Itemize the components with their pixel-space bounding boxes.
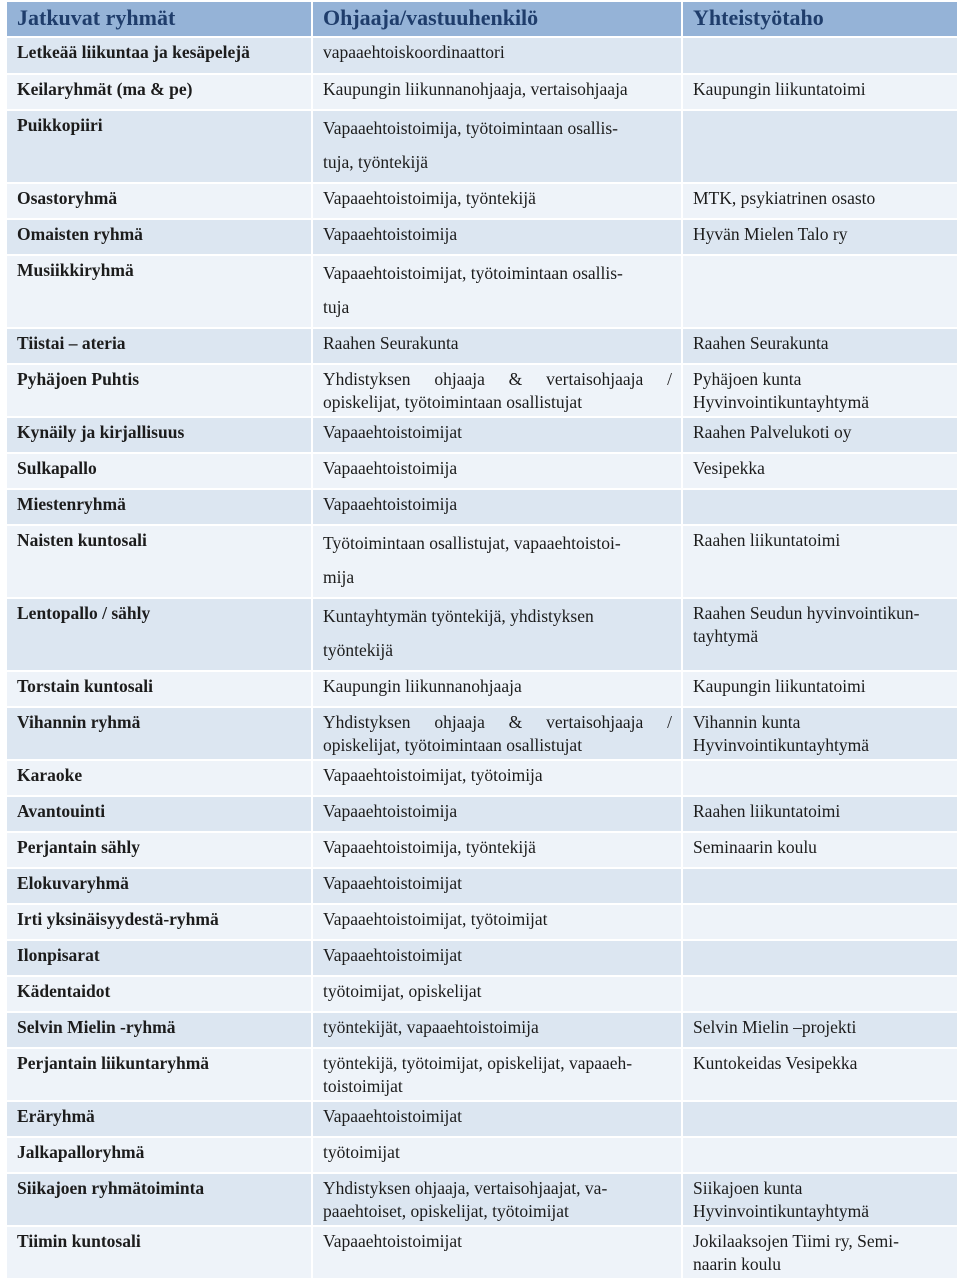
groups-table-page: [5, 0, 957, 1280]
leader-cell: Kaupungin liikunnanohjaaja, vertaisohjaaja: [312, 74, 682, 110]
table-body: [6, 37, 958, 1279]
leader-cell: Vapaaehtoistoimijat: [312, 940, 682, 976]
table-row: [6, 255, 958, 328]
partner-cell: Raahen Seudun hyvinvointikun- tayhtymä: [682, 598, 958, 671]
group-name-cell: Vihannin ryhmä: [6, 707, 312, 760]
leader-cell: Yhdistyksen ohjaaja, vertaisohjaajat, va- paaehtoiset, opiskelijat, työtoimijat: [312, 1173, 682, 1226]
group-name-cell: Tiistai – ateria: [6, 328, 312, 364]
table-row: [6, 328, 958, 364]
table-row: [6, 453, 958, 489]
group-name-cell: Irti yksinäisyydestä-ryhmä: [6, 904, 312, 940]
table-row: [6, 1101, 958, 1137]
table-row: [6, 904, 958, 940]
table-row: [6, 1226, 958, 1279]
partner-cell: [682, 110, 958, 183]
group-name-cell: Jalkapalloryhmä: [6, 1137, 312, 1173]
partner-cell: Vihannin kunta Hyvinvointikuntayhtymä: [682, 707, 958, 760]
leader-cell: työntekijät, vapaaehtoistoimija: [312, 1012, 682, 1048]
group-name-cell: Elokuvaryhmä: [6, 868, 312, 904]
leader-cell: Vapaaehtoistoimija, työntekijä: [312, 832, 682, 868]
partner-cell: Raahen liikuntatoimi: [682, 796, 958, 832]
partner-cell: [682, 1101, 958, 1137]
table-row: [6, 364, 958, 417]
leader-cell: Vapaaehtoistoimijat: [312, 1101, 682, 1137]
partner-cell: MTK, psykiatrinen osasto: [682, 183, 958, 219]
leader-cell: Yhdistyksen ohjaaja & vertaisohjaaja / opiskelijat, työtoimintaan osallistujat: [312, 707, 682, 760]
table-row: [6, 760, 958, 796]
table-header-row: [6, 1, 958, 37]
group-name-cell: Siikajoen ryhmätoiminta: [6, 1173, 312, 1226]
group-name-cell: Perjantain liikuntaryhmä: [6, 1048, 312, 1101]
table-row: [6, 832, 958, 868]
leader-cell: Työtoimintaan osallistujat, vapaaehtoistoi- mija: [312, 525, 682, 598]
leader-cell: Kuntayhtymän työntekijä, yhdistyksen työntekijä: [312, 598, 682, 671]
partner-cell: [682, 760, 958, 796]
group-name-cell: Eräryhmä: [6, 1101, 312, 1137]
table-row: [6, 796, 958, 832]
leader-cell: Kaupungin liikunnanohjaaja: [312, 671, 682, 707]
table-row: [6, 707, 958, 760]
leader-cell: työtoimijat: [312, 1137, 682, 1173]
group-name-cell: Avantouinti: [6, 796, 312, 832]
partner-cell: [682, 940, 958, 976]
leader-cell: vapaaehtoiskoordinaattori: [312, 37, 682, 74]
group-name-cell: Kynäily ja kirjallisuus: [6, 417, 312, 453]
group-name-cell: Perjantain sähly: [6, 832, 312, 868]
partner-cell: Siikajoen kunta Hyvinvointikuntayhtymä: [682, 1173, 958, 1226]
group-name-cell: Selvin Mielin -ryhmä: [6, 1012, 312, 1048]
group-name-cell: Kädentaidot: [6, 976, 312, 1012]
leader-cell: Vapaaehtoistoimijat, työtoimijat: [312, 904, 682, 940]
table-row: [6, 110, 958, 183]
table-row: [6, 671, 958, 707]
partner-cell: Seminaarin koulu: [682, 832, 958, 868]
partner-cell: Raahen Palvelukoti oy: [682, 417, 958, 453]
partner-cell: Kaupungin liikuntatoimi: [682, 671, 958, 707]
leader-cell: Vapaaehtoistoimija: [312, 219, 682, 255]
partner-cell: Vesipekka: [682, 453, 958, 489]
group-name-cell: Ilonpisarat: [6, 940, 312, 976]
group-name-cell: Sulkapallo: [6, 453, 312, 489]
leader-cell: Vapaaehtoistoimija, työtoimintaan osallis- tuja, työntekijä: [312, 110, 682, 183]
table-row: [6, 868, 958, 904]
table-row: [6, 1048, 958, 1101]
table-row: [6, 417, 958, 453]
partner-cell: [682, 868, 958, 904]
partner-cell: [682, 904, 958, 940]
leader-cell: työntekijä, työtoimijat, opiskelijat, vapaaeh- toistoimijat: [312, 1048, 682, 1101]
partner-cell: [682, 37, 958, 74]
column-header-partner: Yhteistyötaho: [682, 1, 958, 37]
leader-cell: työtoimijat, opiskelijat: [312, 976, 682, 1012]
table-row: [6, 598, 958, 671]
group-name-cell: Keilaryhmät (ma & pe): [6, 74, 312, 110]
column-header-leader: Ohjaaja/vastuuhenkilö: [312, 1, 682, 37]
table-row: [6, 1137, 958, 1173]
leader-cell: Yhdistyksen ohjaaja & vertaisohjaaja / opiskelijat, työtoimintaan osallistujat: [312, 364, 682, 417]
table-row: [6, 37, 958, 74]
group-name-cell: Torstain kuntosali: [6, 671, 312, 707]
partner-cell: Hyvän Mielen Talo ry: [682, 219, 958, 255]
partner-cell: Raahen Seurakunta: [682, 328, 958, 364]
partner-cell: [682, 255, 958, 328]
group-name-cell: Naisten kuntosali: [6, 525, 312, 598]
partner-cell: Raahen liikuntatoimi: [682, 525, 958, 598]
leader-cell: Vapaaehtoistoimija: [312, 489, 682, 525]
leader-cell: Vapaaehtoistoimijat: [312, 868, 682, 904]
group-name-cell: Musiikkiryhmä: [6, 255, 312, 328]
partner-cell: Selvin Mielin –projekti: [682, 1012, 958, 1048]
table-row: [6, 219, 958, 255]
group-name-cell: Lentopallo / sähly: [6, 598, 312, 671]
group-name-cell: Osastoryhmä: [6, 183, 312, 219]
partner-cell: [682, 976, 958, 1012]
group-name-cell: Letkeää liikuntaa ja kesäpelejä: [6, 37, 312, 74]
table-row: [6, 183, 958, 219]
partner-cell: [682, 489, 958, 525]
table-row: [6, 1012, 958, 1048]
group-name-cell: Miestenryhmä: [6, 489, 312, 525]
leader-cell: Vapaaehtoistoimija, työntekijä: [312, 183, 682, 219]
leader-cell: Vapaaehtoistoimija: [312, 796, 682, 832]
table-row: [6, 525, 958, 598]
groups-table: [5, 0, 959, 1280]
partner-cell: [682, 1137, 958, 1173]
leader-cell: Raahen Seurakunta: [312, 328, 682, 364]
partner-cell: Kaupungin liikuntatoimi: [682, 74, 958, 110]
group-name-cell: Pyhäjoen Puhtis: [6, 364, 312, 417]
column-header-groups: Jatkuvat ryhmät: [6, 1, 312, 37]
leader-cell: Vapaaehtoistoimijat, työtoimija: [312, 760, 682, 796]
partner-cell: Jokilaaksojen Tiimi ry, Semi- naarin koulu: [682, 1226, 958, 1279]
group-name-cell: Omaisten ryhmä: [6, 219, 312, 255]
group-name-cell: Karaoke: [6, 760, 312, 796]
leader-cell: Vapaaehtoistoimijat: [312, 1226, 682, 1279]
partner-cell: Kuntokeidas Vesipekka: [682, 1048, 958, 1101]
table-row: [6, 1173, 958, 1226]
group-name-cell: Tiimin kuntosali: [6, 1226, 312, 1279]
table-row: [6, 940, 958, 976]
table-row: [6, 489, 958, 525]
group-name-cell: Puikkopiiri: [6, 110, 312, 183]
leader-cell: Vapaaehtoistoimija: [312, 453, 682, 489]
table-row: [6, 976, 958, 1012]
leader-cell: Vapaaehtoistoimijat: [312, 417, 682, 453]
leader-cell: Vapaaehtoistoimijat, työtoimintaan osallis- tuja: [312, 255, 682, 328]
table-row: [6, 74, 958, 110]
partner-cell: Pyhäjoen kunta Hyvinvointikuntayhtymä: [682, 364, 958, 417]
